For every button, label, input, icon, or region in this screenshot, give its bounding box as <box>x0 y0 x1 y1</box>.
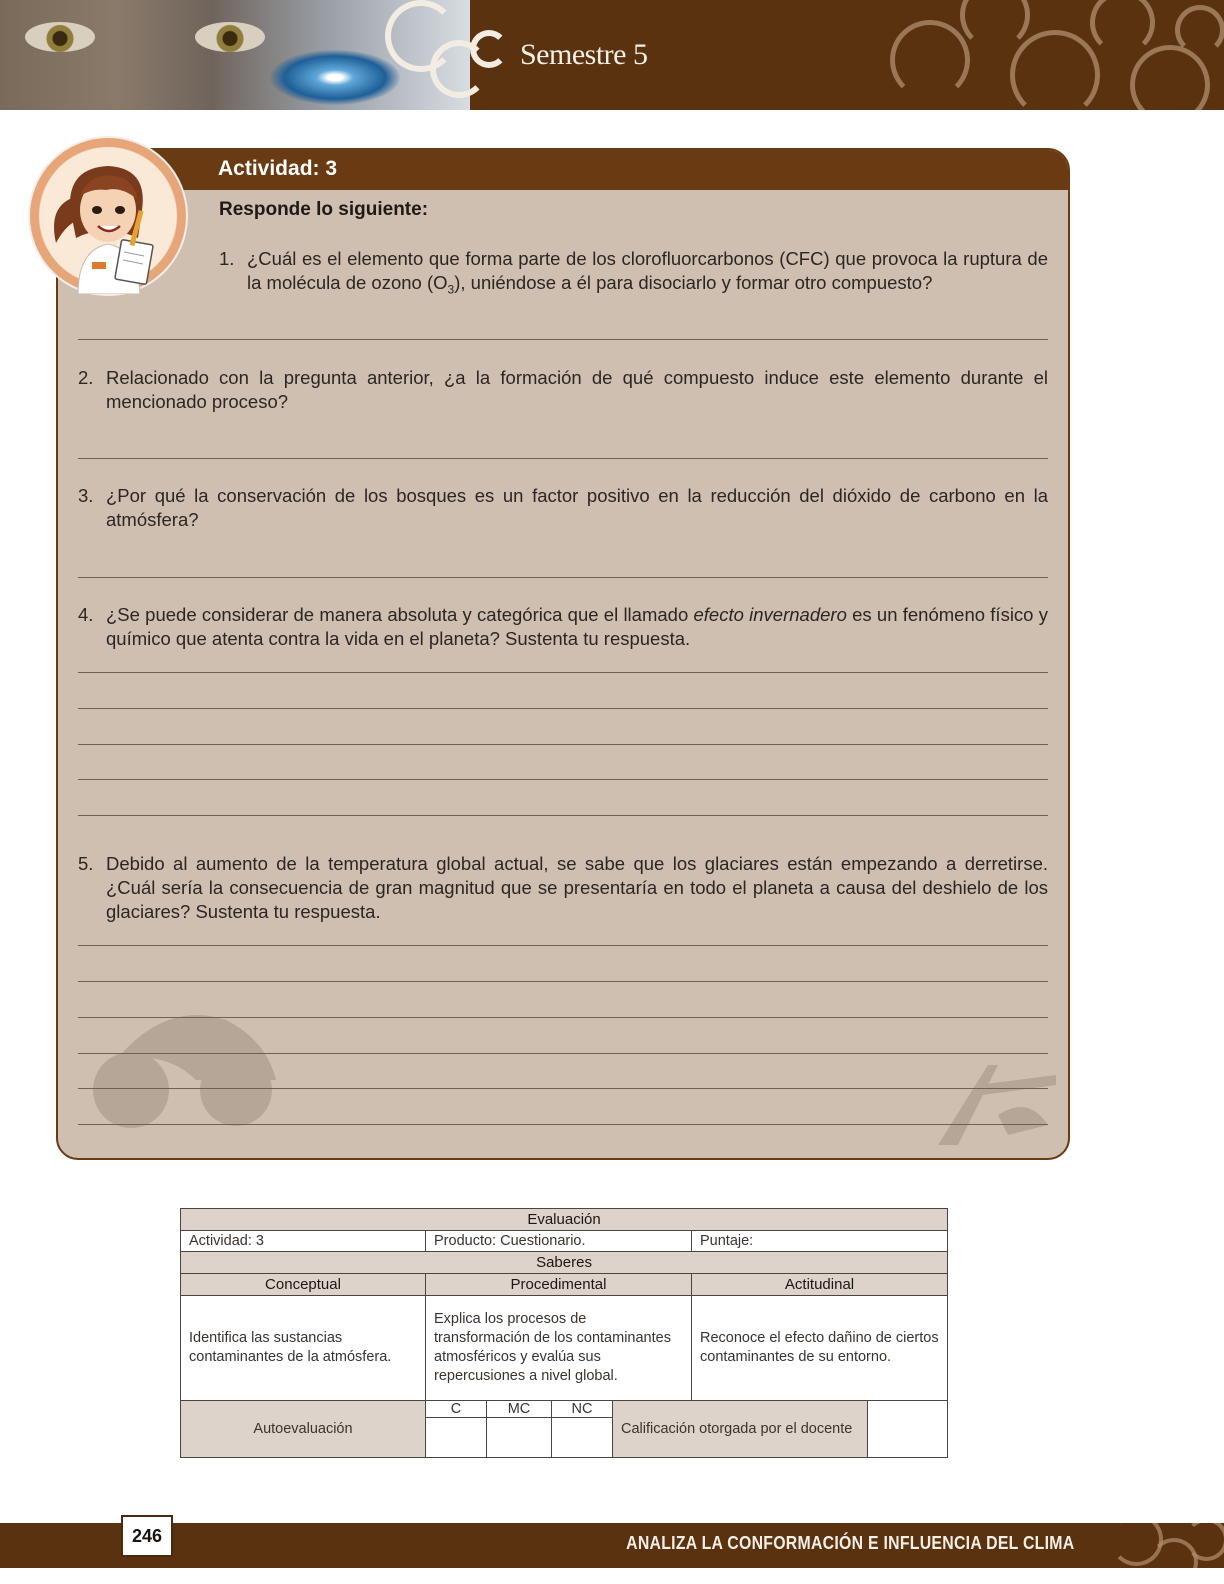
answer-line[interactable] <box>78 744 1048 745</box>
activity-header-bar <box>58 150 1068 190</box>
question-2 <box>78 366 1048 414</box>
ornament-decoration <box>960 0 1030 50</box>
answer-line[interactable] <box>78 1017 1048 1018</box>
conceptual-description: Identifica las sustancias contaminantes de la atmósfera. <box>181 1296 426 1401</box>
answer-line[interactable] <box>78 458 1048 459</box>
ornament-decoration <box>1090 0 1155 55</box>
score-cell[interactable]: Puntaje: <box>692 1231 948 1252</box>
unit-title: ANALIZA LA CONFORMACIÓN E INFLUENCIA DEL CLIMA <box>625 1533 1074 1553</box>
motorcycle-watermark-icon <box>76 980 286 1140</box>
water-drop-decoration <box>270 50 400 105</box>
answer-line[interactable] <box>78 1053 1048 1054</box>
scale-c: C <box>426 1401 487 1418</box>
page-number: 246 <box>121 1515 173 1557</box>
swirl-decoration <box>470 30 508 68</box>
question-5 <box>78 852 1048 924</box>
evaluation-title: Evaluación <box>181 1209 948 1231</box>
answer-line[interactable] <box>78 1124 1048 1125</box>
column-conceptual: Conceptual <box>181 1274 426 1296</box>
evaluation-table <box>180 1208 948 1458</box>
procedimental-description: Explica los procesos de transformación de los contaminantes atmosféricos y evalúa sus repercusiones a nivel global. <box>426 1296 692 1401</box>
answer-line[interactable] <box>78 708 1048 709</box>
ozone-subscript: 3 <box>447 282 455 297</box>
activity-title: Actividad: 3 <box>218 157 338 180</box>
tripod-watermark-icon <box>928 1055 1058 1145</box>
answer-line[interactable] <box>78 815 1048 816</box>
question-text: Debido al aumento de la temperatura global actual, se sabe que los glaciares están empezando a derretirse. ¿Cuál sería la consecuencia de gran magnitud que se presentaría en todo el planeta a causa del deshielo de los glaciares? Sustenta tu respuesta. <box>106 853 1048 922</box>
teacher-grade-label: Calificación otorgada por el docente <box>613 1401 868 1458</box>
scale-c-checkbox[interactable] <box>426 1418 487 1458</box>
answer-line[interactable] <box>78 577 1048 578</box>
scale-mc-checkbox[interactable] <box>487 1418 552 1458</box>
girl-with-notepad-icon <box>30 138 186 294</box>
ornament-decoration <box>1010 30 1100 110</box>
question-text: ¿Se puede considerar de manera absoluta y categórica que el llamado <box>106 604 694 625</box>
question-text: Relacionado con la pregunta anterior, ¿a la formación de qué compuesto induce este elemento durante el mencionado proceso? <box>106 367 1048 412</box>
question-text: ¿Por qué la conservación de los bosques es un factor positivo en la reducción del dióxido de carbono en la atmósfera? <box>106 485 1048 530</box>
question-number: 4. <box>78 604 94 625</box>
question-1 <box>219 247 1048 302</box>
answer-line[interactable] <box>78 779 1048 780</box>
scale-nc: NC <box>552 1401 613 1418</box>
answer-line[interactable] <box>78 339 1048 340</box>
question-3 <box>78 484 1048 532</box>
question-text: ¿Cuál es el elemento que forma parte de los clorofluorcarbonos (CFC) que provoca la ruptura de la molécula de ozono (O <box>247 248 1048 293</box>
activity-cell: Actividad: 3 <box>181 1231 426 1252</box>
header-banner <box>0 0 1224 110</box>
saberes-label: Saberes <box>181 1252 948 1274</box>
scale-nc-checkbox[interactable] <box>552 1418 613 1458</box>
product-cell: Producto: Cuestionario. <box>426 1231 692 1252</box>
footer-bar <box>0 1523 1224 1568</box>
eye-left-decoration <box>25 22 95 52</box>
question-number: 1. <box>219 248 235 269</box>
question-number: 5. <box>78 853 94 874</box>
question-4 <box>78 603 1048 651</box>
self-evaluation-label: Autoevaluación <box>181 1401 426 1458</box>
eye-right-decoration <box>195 22 265 52</box>
answer-line[interactable] <box>78 981 1048 982</box>
question-number: 3. <box>78 485 94 506</box>
question-text: ), uniéndose a él para disociarlo y formar otro compuesto? <box>454 272 933 293</box>
student-avatar-illustration <box>28 136 188 296</box>
column-actitudinal: Actitudinal <box>692 1274 948 1296</box>
semester-label: Semestre 5 <box>520 38 648 71</box>
answer-line[interactable] <box>78 945 1048 946</box>
answer-line[interactable] <box>78 1088 1048 1089</box>
answer-line[interactable] <box>78 672 1048 673</box>
emphasized-term: efecto invernadero <box>693 604 847 625</box>
teacher-grade-cell[interactable] <box>868 1401 948 1458</box>
column-procedimental: Procedimental <box>426 1274 692 1296</box>
scale-mc: MC <box>487 1401 552 1418</box>
question-number: 2. <box>78 367 94 388</box>
ornament-decoration <box>890 20 970 100</box>
question-text: es un fenómeno físico y químico que atenta contra la vida en el planeta? Sustenta tu respuesta. <box>106 604 1048 649</box>
actitudinal-description: Reconoce el efecto dañino de ciertos contaminantes de su entorno. <box>692 1296 948 1401</box>
ornament-decoration <box>1175 5 1224 55</box>
instruction-text: Responde lo siguiente: <box>219 199 429 220</box>
